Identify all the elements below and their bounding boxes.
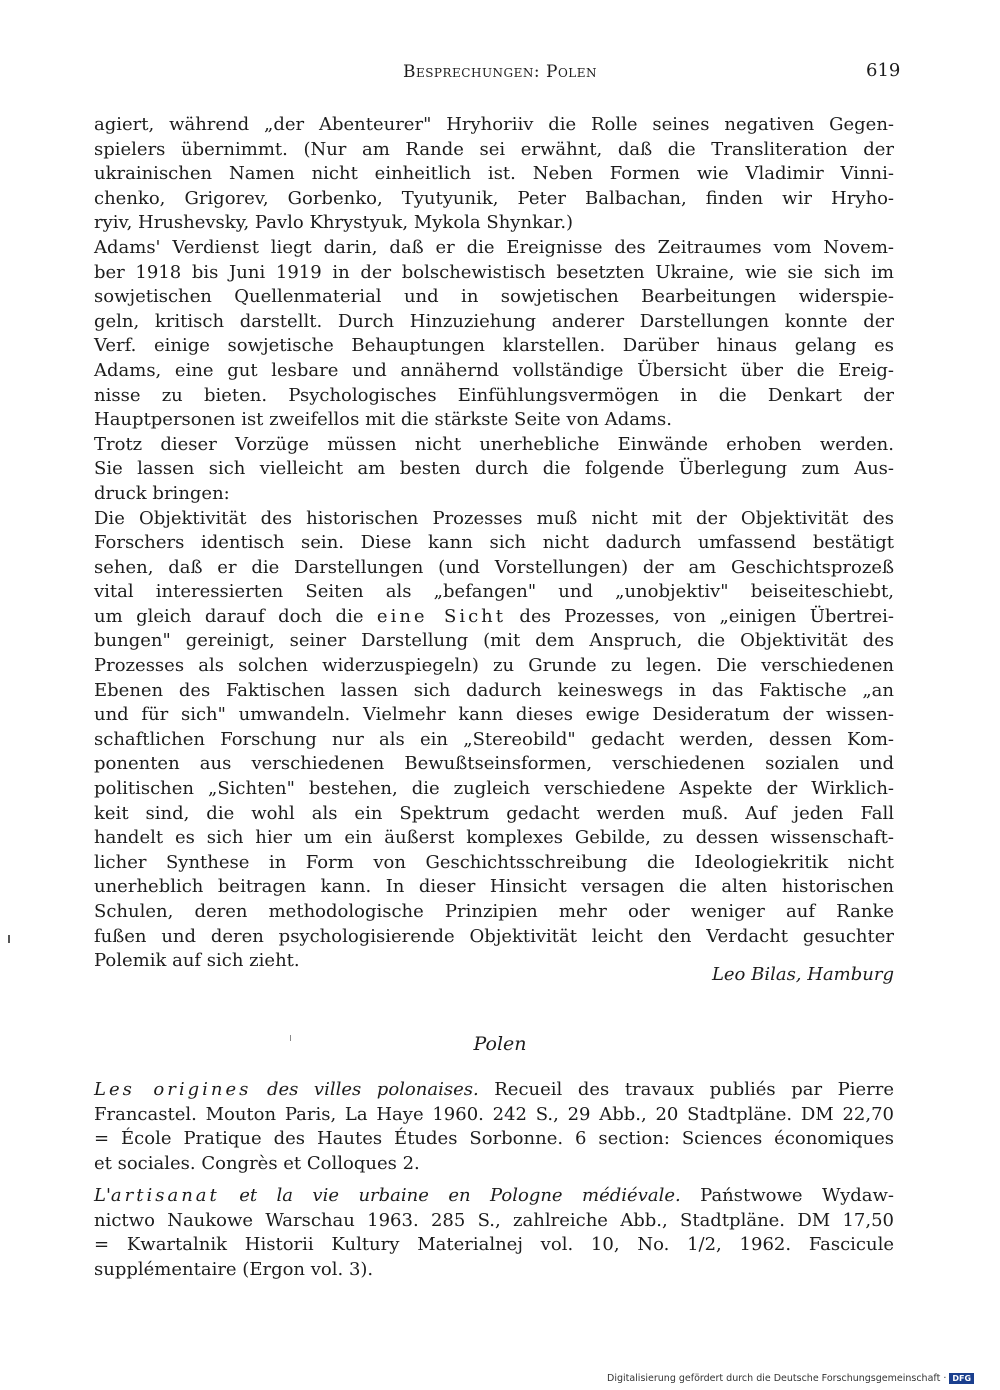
text-line: und für sich" umwandeln. Vielmehr kann dieses ewige Desideratum der wissen- [94,704,894,726]
scan-mark [8,935,10,943]
text-line: et sociales. Congrès et Colloques 2. [94,1152,420,1174]
review-signature: Leo Bilas, Hamburg [711,964,894,985]
text-line: Francastel. Mouton Paris, La Haye 1960. 242 S., 29 Abb., 20 Stadtpläne. DM 22,70 [94,1103,894,1125]
text-line: sehen, daß er die Darstellungen (und Vorstellungen) der am Geschichtsprozeß [94,556,894,578]
text-line: Adams, eine gut lesbare und annähernd vollständige Übersicht über die Ereig- [94,359,894,381]
review-text [94,113,894,974]
paragraph [94,236,894,433]
text-line: ber 1918 bis Juni 1919 in der bolschewistisch besetzten Ukraine, wie sie sich im [94,261,894,283]
entry-title-spaced: artisanat [110,1185,220,1206]
text-line: schaftlichen Forschung nur als ein „Stereobild" gedacht werden, dessen Kom- [94,728,894,750]
entry-title-spaced: Les origines [94,1079,252,1100]
text-line: Trotz dieser Vorzüge müssen nicht unerhebliche Einwände erhoben werden. [94,433,894,455]
text-line: ryiv, Hrushevsky, Pavlo Khrystyuk, Mykola Shynkar.) [94,212,574,234]
text-line: licher Synthese in Form von Geschichtsschreibung die Ideologiekritik nicht [94,851,894,873]
text-line: agiert, während „der Abenteurer" Hryhoriiv die Rolle seines negativen Gegen- [94,114,894,135]
text-line: supplémentaire (Ergon vol. 3). [94,1258,374,1280]
paragraph [94,433,894,507]
text-line: Sie lassen sich vielleicht am besten durch die folgende Überlegung zum Aus- [94,458,894,480]
entry-title: et la vie urbaine en Pologne médiévale. [239,1185,681,1206]
text-line: geln, kritisch darstellt. Durch Hinzuziehung anderer Darstellungen konnte der [94,310,894,332]
text-line: Forschers identisch sein. Diese kann sich nicht dadurch umfassend bestätigt [94,532,894,554]
text-line: Ebenen des Faktischen lassen sich dadurch keineswegs in das Faktische „an [94,679,894,701]
text-line: Hauptpersonen ist zweifellos mit die stärkste Seite von Adams. [94,409,673,431]
text-line: Adams' Verdienst liegt darin, daß er die Ereignisse des Zeitraumes vom Novem- [94,236,894,258]
text-line: Prozesses als solchen widerzuspiegeln) zu Grunde zu legen. Die verschiedenen [94,655,894,677]
bibliography-entry [94,1078,894,1176]
text-line: politischen „Sichten" bestehen, die zugleich verschiedene Aspekte der Wirklich- [94,778,894,800]
scan-mark [290,1035,291,1041]
text-line: um gleich darauf doch die eine Sicht des Prozesses, von „einigen Übertrei- [94,605,894,627]
paragraphs [94,113,894,507]
running-header: Besprechungen: Polen [402,62,598,82]
long-paragraph [94,507,894,974]
text-line: ukrainischen Namen nicht einheitlich ist. Neben Formen wie Vladimir Vinni- [94,163,894,185]
text-line: = Kwartalnik Historii Kultury Materialnej vol. 10, No. 1/2, 1962. Fascicule [94,1234,894,1256]
paragraph [94,113,894,236]
text-line: handelt es sich hier um ein äußerst komplexes Gebilde, zu dessen wissenschaft- [94,827,894,849]
text-line: = École Pratique des Hautes Études Sorbonne. 6 section: Sciences économiques [94,1128,894,1150]
text-line: ponenten aus verschiedenen Bewußtseinsformen, verschiedenen sozialen und [94,753,894,775]
text-line: druck bringen: [94,482,230,504]
text-line: nictwo Naukowe Warschau 1963. 285 S., zahlreiche Abb., Stadtpläne. DM 17,50 [94,1209,894,1231]
section-heading: Polen [473,1033,527,1055]
text-line: chenko, Grigorev, Gorbenko, Tyutyunik, Peter Balbachan, finden wir Hryho- [94,187,894,209]
text-line: bungen" gereinigt, seiner Darstellung (mit dem Anspruch, die Objektivität des [94,630,894,652]
text-line: L'artisanat et la vie urbaine en Pologne médiévale. Państwowe Wydaw- [94,1185,894,1206]
text-line: sowjetischen Quellenmaterial und in sowjetischen Bearbeitungen widerspie- [94,286,894,308]
emphasized-phrase: eine Sicht [376,605,506,627]
bibliography-entry [94,1184,894,1282]
text-line: Polemik auf sich zieht. [94,950,300,972]
text-line: Les origines des villes polonaises. Recueil des travaux publiés par Pierre [94,1079,894,1100]
text-line: unerheblich beitragen kann. In dieser Hinsicht versagen die alten historischen [94,876,894,898]
text-line: vital interessierten Seiten als „befangen" und „unobjektiv" beiseiteschiebt, [94,581,894,603]
text-line: spielers übernimmt. (Nur am Rande sei erwähnt, daß die Transliteration der [94,138,894,160]
text-line: Verf. einige sowjetische Behauptungen klarstellen. Darüber hinaus gelang es [94,335,894,357]
text-line: Die Objektivität des historischen Prozesses muß nicht mit der Objektivität des [94,507,894,529]
text-line: nisse zu bieten. Psychologisches Einfühlungsvermögen in die Denkart der [94,384,894,406]
funding-note: Digitalisierung gefördert durch die Deutsche Forschungsgemeinschaft · DFG [607,1373,974,1384]
text-line: Schulen, deren methodologische Prinzipien mehr oder weniger auf Ranke [94,901,894,922]
entry-title: des villes polonaises. [266,1079,479,1100]
dfg-logo: DFG [949,1373,974,1384]
page-number: 619 [866,60,901,81]
text-line: fußen und deren psychologisierende Objektivität leicht den Verdacht gesuchter [94,925,894,947]
text-line: keit sind, die wohl als ein Spektrum gedacht werden muß. Auf jeden Fall [94,802,894,824]
